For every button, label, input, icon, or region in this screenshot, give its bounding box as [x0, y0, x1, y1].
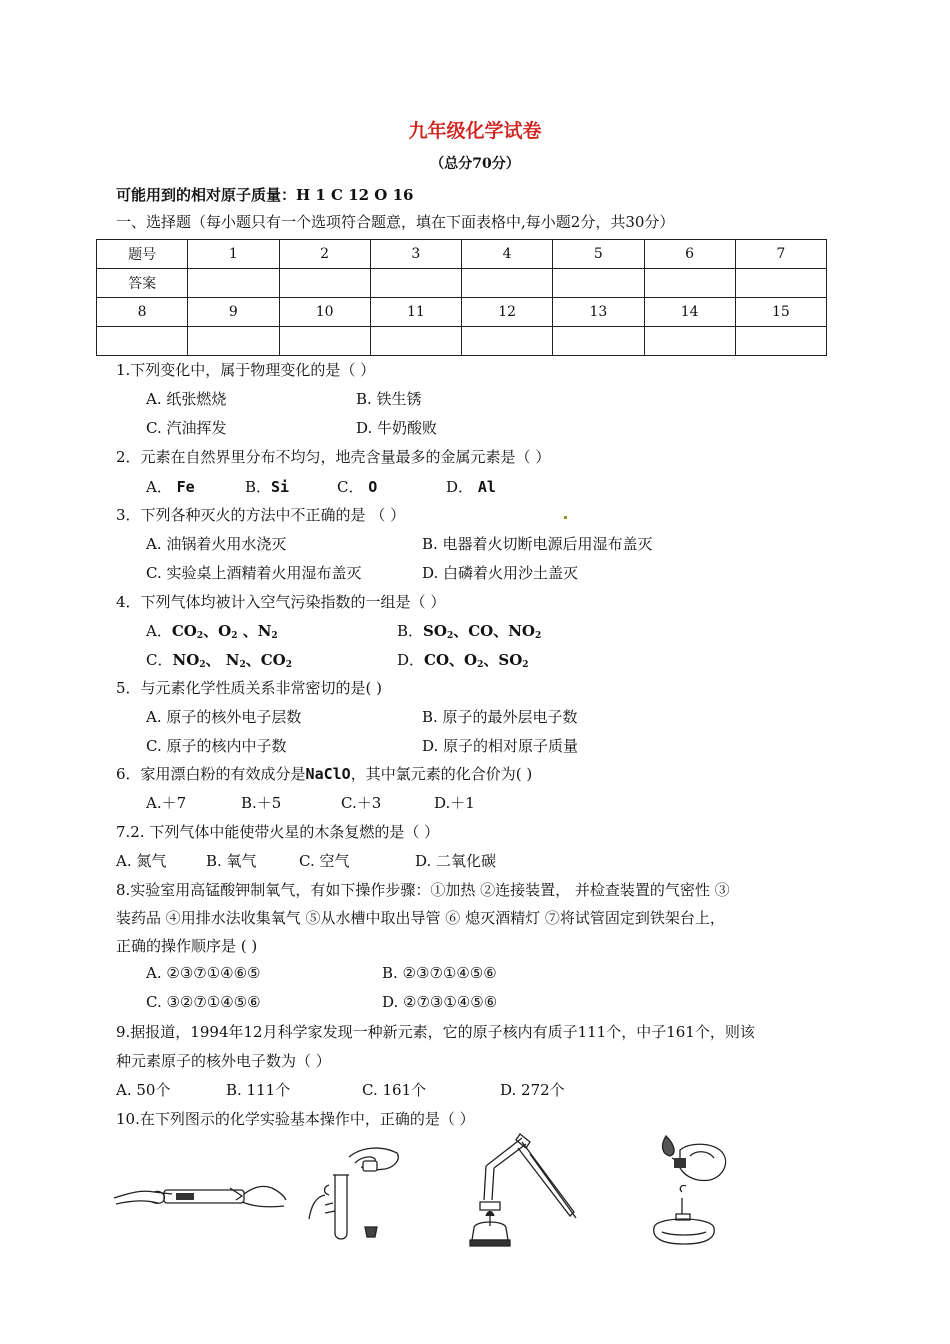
q9-option-a: A. 50个	[116, 1081, 171, 1099]
option-label: A．	[146, 478, 172, 496]
table-cell: 14	[644, 298, 735, 327]
table-cell: 12	[462, 298, 553, 327]
table-cell: 8	[97, 298, 188, 327]
question-1-stem: 1.下列变化中，属于物理变化的是（ ）	[116, 361, 376, 379]
question-10-stem: 10.在下列图示的化学实验基本操作中，正确的是（ ）	[116, 1110, 475, 1128]
question-4-stem: 4．下列气体均被计入空气污染指数的一组是（ ）	[116, 593, 446, 611]
stem-text: ，其中氯元素的化合价为( )	[350, 765, 533, 783]
answer-cell[interactable]	[644, 269, 735, 298]
table-cell: 4	[462, 240, 553, 269]
table-row	[97, 327, 827, 356]
q6-option-d: D.＋1	[434, 794, 475, 812]
figure-c-illustration	[464, 1128, 584, 1250]
q1-option-b: B. 铁生锈	[356, 390, 422, 408]
q9-option-b: B. 111个	[226, 1081, 291, 1099]
table-cell: 7	[735, 240, 826, 269]
q5-option-b: B. 原子的最外层电子数	[422, 708, 578, 726]
table-row	[97, 240, 827, 269]
question-9-line-2: 种元素原子的核外电子数为（ ）	[116, 1052, 331, 1070]
option-value: Al	[477, 478, 496, 496]
answer-cell[interactable]	[553, 269, 644, 298]
q7-option-a: A. 氮气	[116, 852, 167, 870]
q2-option-b	[245, 476, 289, 497]
table-cell: 2	[279, 240, 370, 269]
answer-cell[interactable]	[279, 327, 370, 356]
q6-option-b: B.＋5	[241, 794, 282, 812]
q2-option-a	[146, 476, 195, 497]
q6-option-c: C.＋3	[341, 794, 382, 812]
q4-option-a: A．$CO_2$、$O_2$ 、$N_2$	[146, 622, 278, 641]
q5-option-a: A. 原子的核外电子层数	[146, 708, 302, 726]
question-8-line-3: 正确的操作顺序是 ( )	[116, 937, 258, 955]
q2-option-c	[337, 476, 377, 497]
section-1-heading: 一、选择题（每小题只有一个选项符合题意，填在下面表格中,每小题2分，共30分）	[116, 213, 675, 231]
q3-option-d: D. 白磷着火用沙土盖灭	[422, 564, 579, 582]
table-cell: 6	[644, 240, 735, 269]
answer-cell[interactable]	[370, 269, 461, 298]
atomic-mass-line: 可能用到的相对原子质量：H 1 C 12 O 16	[116, 186, 414, 204]
q8-option-a: A. ②③⑦①④⑥⑤	[146, 964, 261, 982]
formula: NaClO	[305, 765, 351, 783]
q7-option-c: C. 空气	[299, 852, 350, 870]
option-value: Fe	[176, 478, 195, 496]
option-label: D．	[446, 478, 474, 496]
question-3-stem: 3．下列各种灭火的方法中不正确的是 （ ）	[116, 506, 406, 524]
question-6-stem	[116, 763, 532, 784]
q9-option-c: C. 161个	[362, 1081, 427, 1099]
option-label: A．	[146, 622, 172, 640]
table-cell: 5	[553, 240, 644, 269]
answer-cell[interactable]	[462, 269, 553, 298]
question-8-line-2: 装药品 ④用排水法收集氧气 ⑤从水槽中取出导管 ⑥ 熄灭酒精灯 ⑦将试管固定到铁架台上，	[116, 909, 725, 927]
q7-option-d: D. 二氧化碳	[415, 852, 497, 870]
q1-option-c: C. 汽油挥发	[146, 419, 227, 437]
table-cell: 13	[553, 298, 644, 327]
q3-option-c: C. 实验桌上酒精着火用湿布盖灭	[146, 564, 362, 582]
question-2-stem: 2．元素在自然界里分布不均匀，地壳含量最多的金属元素是（ ）	[116, 448, 551, 466]
answer-cell[interactable]	[279, 269, 370, 298]
q2-option-d	[446, 476, 496, 497]
table-cell: 11	[370, 298, 461, 327]
q3-option-a: A. 油锅着火用水浇灭	[146, 535, 287, 553]
q9-option-d: D. 272个	[500, 1081, 565, 1099]
question-9-line-1: 9.据报道，1994年12月科学家发现一种新元素，它的原子核内有质子111个，中子161个，则该	[116, 1023, 755, 1041]
table-cell: 题号	[97, 240, 188, 269]
table-cell: 9	[188, 298, 279, 327]
table-row	[97, 298, 827, 327]
figure-b-illustration	[305, 1135, 405, 1245]
option-label: D．	[397, 651, 425, 669]
q7-option-b: B. 氧气	[206, 852, 257, 870]
option-value: O	[368, 478, 378, 496]
table-cell: 答案	[97, 269, 188, 298]
q8-option-d: D. ②⑦③①④⑤⑥	[382, 993, 498, 1011]
option-label: B．	[245, 478, 272, 496]
answer-table	[96, 239, 827, 356]
q5-option-d: D. 原子的相对原子质量	[422, 737, 579, 755]
answer-cell[interactable]	[462, 327, 553, 356]
question-7-stem: 7.2. 下列气体中能使带火星的木条复燃的是（ ）	[116, 823, 440, 841]
answer-cell[interactable]	[553, 327, 644, 356]
q1-option-a: A. 纸张燃烧	[146, 390, 227, 408]
stem-text: 6．家用漂白粉的有效成分是	[116, 765, 306, 783]
question-8-line-1: 8.实验室用高锰酸钾制氧气，有如下操作步骤：①加热 ②连接装置， 并检查装置的气密性 ③	[116, 881, 730, 899]
table-row	[97, 269, 827, 298]
q8-option-b: B. ②③⑦①④⑤⑥	[382, 964, 497, 982]
figure-d-illustration	[636, 1128, 734, 1248]
question-5-stem: 5．与元素化学性质关系非常密切的是( )	[116, 679, 383, 697]
q1-option-d: D. 牛奶酸败	[356, 419, 438, 437]
q8-option-c: C. ③②⑦①④⑤⑥	[146, 993, 261, 1011]
figure-a-illustration	[112, 1170, 287, 1220]
q5-option-c: C. 原子的核内中子数	[146, 737, 287, 755]
q4-option-c: C．$NO_2$、 $N_2$、$CO_2$	[146, 651, 293, 670]
answer-cell[interactable]	[97, 327, 188, 356]
option-label: C．	[146, 651, 173, 669]
q6-option-a: A.＋7	[146, 794, 187, 812]
answer-cell[interactable]	[735, 269, 826, 298]
table-cell: 1	[188, 240, 279, 269]
answer-cell[interactable]	[644, 327, 735, 356]
answer-cell[interactable]	[370, 327, 461, 356]
page-subtitle: （总分70分）	[430, 156, 520, 172]
option-label: B．	[397, 622, 424, 640]
q4-option-d: D．CO、$O_2$、$SO_2$	[397, 651, 529, 670]
option-label: C．	[337, 478, 364, 496]
option-value: Si	[271, 478, 290, 496]
q4-option-b: B．$SO_2$、CO、$NO_2$	[397, 622, 542, 641]
answer-cell[interactable]	[735, 327, 826, 356]
answer-cell[interactable]	[188, 269, 279, 298]
speck-mark	[564, 516, 567, 519]
answer-cell[interactable]	[188, 327, 279, 356]
q3-option-b: B. 电器着火切断电源后用湿布盖灭	[422, 535, 653, 553]
table-cell: 15	[735, 298, 826, 327]
page-title: 九年级化学试卷	[408, 120, 542, 142]
table-cell: 10	[279, 298, 370, 327]
table-cell: 3	[370, 240, 461, 269]
